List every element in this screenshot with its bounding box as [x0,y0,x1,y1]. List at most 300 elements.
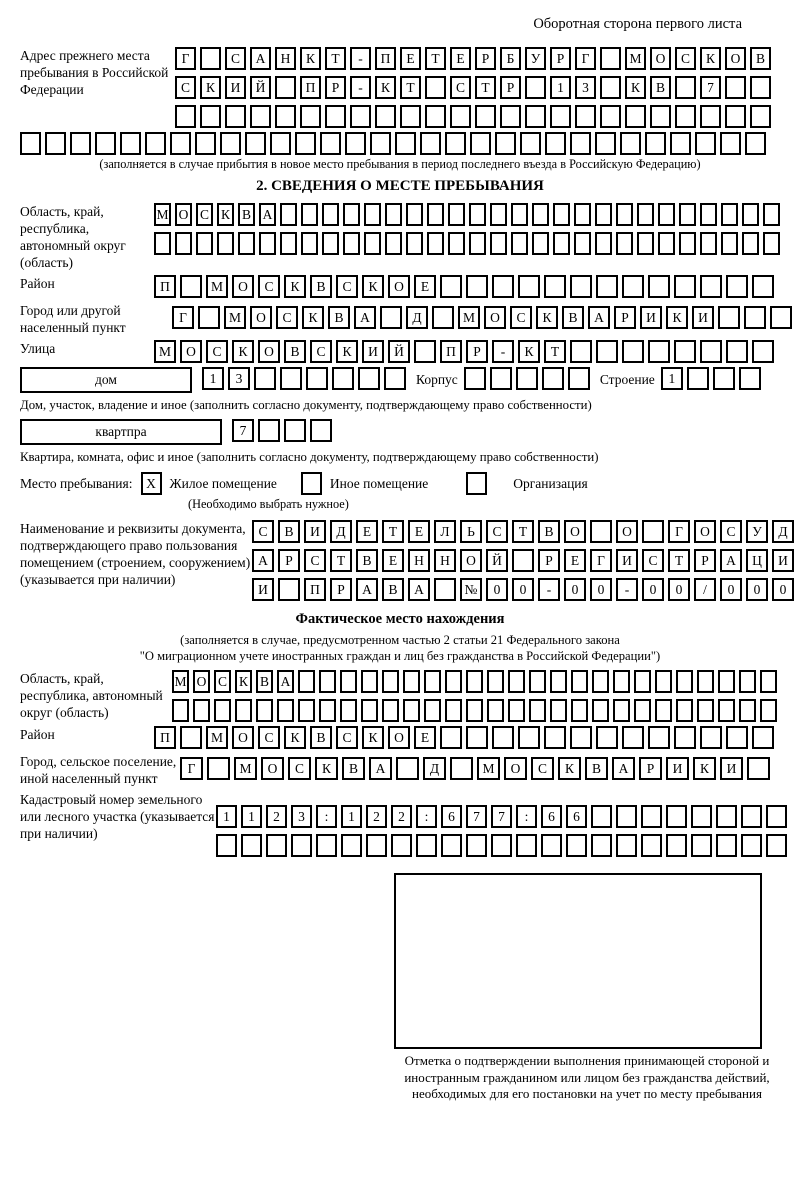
char-box[interactable]: Ц [746,549,768,572]
char-box[interactable] [200,105,221,128]
char-box[interactable]: Г [180,757,203,780]
char-box[interactable] [687,367,709,390]
char-box[interactable]: И [720,757,743,780]
char-box[interactable] [193,699,210,722]
char-box[interactable] [403,699,420,722]
stroenie-row[interactable] [661,367,765,390]
char-box[interactable] [425,76,446,99]
char-box[interactable] [674,726,696,749]
char-box[interactable] [424,699,441,722]
char-box[interactable]: 3 [228,367,250,390]
char-box[interactable] [508,670,525,693]
char-box[interactable]: 3 [575,76,596,99]
char-box[interactable] [695,132,716,155]
char-box[interactable] [391,834,412,857]
korpus-row[interactable] [464,367,594,390]
char-box[interactable]: В [538,520,560,543]
region-row2[interactable] [154,232,784,255]
char-box[interactable]: 0 [772,578,794,601]
char-box[interactable]: Г [172,306,194,329]
char-box[interactable] [511,203,528,226]
char-box[interactable] [691,805,712,828]
char-box[interactable]: И [304,520,326,543]
char-box[interactable]: К [625,76,646,99]
char-box[interactable] [700,232,717,255]
char-box[interactable] [752,726,774,749]
char-box[interactable] [280,232,297,255]
char-box[interactable] [750,105,771,128]
char-box[interactable]: Й [388,340,410,363]
char-box[interactable]: А [354,306,376,329]
char-box[interactable]: А [408,578,430,601]
char-box[interactable] [520,132,541,155]
char-box[interactable]: 1 [241,805,262,828]
char-box[interactable] [747,757,770,780]
char-box[interactable] [196,232,213,255]
char-box[interactable] [310,419,332,442]
district-row[interactable] [154,275,778,298]
char-box[interactable]: - [538,578,560,601]
char-box[interactable] [766,805,787,828]
char-box[interactable]: Д [423,757,446,780]
char-box[interactable] [570,340,592,363]
char-box[interactable] [278,578,300,601]
char-box[interactable]: Е [408,520,430,543]
char-box[interactable]: Е [414,726,436,749]
char-box[interactable]: К [362,275,384,298]
char-box[interactable]: О [650,47,671,70]
char-box[interactable]: Т [512,520,534,543]
char-box[interactable] [450,105,471,128]
char-box[interactable] [600,105,621,128]
char-box[interactable]: Й [250,76,271,99]
char-box[interactable]: Р [538,549,560,572]
char-box[interactable] [475,105,496,128]
char-box[interactable] [254,367,276,390]
char-box[interactable] [266,834,287,857]
char-box[interactable] [675,76,696,99]
char-box[interactable] [298,699,315,722]
char-box[interactable]: О [250,306,272,329]
char-box[interactable] [345,132,366,155]
char-box[interactable]: Н [408,549,430,572]
char-box[interactable] [385,232,402,255]
char-box[interactable]: Р [278,549,300,572]
char-box[interactable] [322,232,339,255]
char-box[interactable]: М [206,726,228,749]
char-box[interactable] [713,367,735,390]
char-box[interactable] [716,805,737,828]
char-box[interactable] [574,232,591,255]
char-box[interactable] [516,367,538,390]
char-box[interactable]: Т [425,47,446,70]
char-box[interactable] [340,670,357,693]
char-box[interactable] [217,232,234,255]
char-box[interactable]: И [225,76,246,99]
char-box[interactable]: Р [694,549,716,572]
char-box[interactable] [721,232,738,255]
char-box[interactable] [655,699,672,722]
char-box[interactable]: 7 [700,76,721,99]
char-box[interactable] [466,726,488,749]
char-box[interactable] [414,340,436,363]
char-box[interactable] [70,132,91,155]
char-box[interactable] [245,132,266,155]
char-box[interactable]: С [720,520,742,543]
char-box[interactable]: 0 [720,578,742,601]
char-box[interactable]: Е [382,549,404,572]
char-box[interactable]: 2 [366,805,387,828]
char-box[interactable] [600,76,621,99]
char-box[interactable] [625,105,646,128]
char-box[interactable] [440,726,462,749]
char-box[interactable] [301,232,318,255]
char-box[interactable] [655,670,672,693]
char-box[interactable] [259,232,276,255]
char-box[interactable]: 1 [661,367,683,390]
char-box[interactable] [380,306,402,329]
char-box[interactable]: К [558,757,581,780]
char-box[interactable] [670,132,691,155]
char-box[interactable] [718,670,735,693]
char-box[interactable]: С [288,757,311,780]
char-box[interactable] [658,232,675,255]
char-box[interactable]: В [256,670,273,693]
char-box[interactable]: В [382,578,404,601]
char-box[interactable] [720,132,741,155]
char-box[interactable]: Т [330,549,352,572]
char-box[interactable] [679,203,696,226]
actual-district-row[interactable] [154,726,778,749]
char-box[interactable] [770,306,792,329]
char-box[interactable] [725,105,746,128]
char-box[interactable] [544,726,566,749]
char-box[interactable]: Т [325,47,346,70]
char-box[interactable] [298,670,315,693]
char-box[interactable]: В [328,306,350,329]
actual-region-row2[interactable] [172,699,781,722]
document-row1[interactable] [252,520,798,543]
char-box[interactable] [424,670,441,693]
char-box[interactable] [595,132,616,155]
char-box[interactable] [490,203,507,226]
street-row[interactable] [154,340,778,363]
char-box[interactable]: - [350,76,371,99]
char-box[interactable] [518,726,540,749]
char-box[interactable]: К [700,47,721,70]
char-box[interactable] [432,306,454,329]
char-box[interactable] [216,834,237,857]
char-box[interactable] [508,699,525,722]
char-box[interactable] [691,834,712,857]
char-box[interactable] [175,232,192,255]
char-box[interactable] [319,670,336,693]
char-box[interactable] [175,105,196,128]
char-box[interactable]: К [300,47,321,70]
char-box[interactable] [525,76,546,99]
char-box[interactable]: О [193,670,210,693]
char-box[interactable] [697,670,714,693]
char-box[interactable] [725,76,746,99]
char-box[interactable] [464,367,486,390]
char-box[interactable]: О [725,47,746,70]
char-box[interactable] [95,132,116,155]
char-box[interactable]: О [504,757,527,780]
char-box[interactable] [420,132,441,155]
char-box[interactable] [366,834,387,857]
char-box[interactable]: С [510,306,532,329]
region-row1[interactable] [154,203,784,226]
char-box[interactable] [726,275,748,298]
char-box[interactable] [280,367,302,390]
char-box[interactable] [616,834,637,857]
char-box[interactable] [613,670,630,693]
char-box[interactable]: Р [500,76,521,99]
char-box[interactable]: А [369,757,392,780]
char-box[interactable]: С [310,340,332,363]
char-box[interactable] [241,834,262,857]
char-box[interactable] [445,699,462,722]
char-box[interactable]: Р [639,757,662,780]
char-box[interactable] [220,132,241,155]
char-box[interactable] [744,306,766,329]
char-box[interactable] [364,232,381,255]
char-box[interactable]: С [675,47,696,70]
char-box[interactable] [291,834,312,857]
char-box[interactable]: Г [668,520,690,543]
char-box[interactable] [613,699,630,722]
char-box[interactable]: К [302,306,324,329]
char-box[interactable] [674,340,696,363]
char-box[interactable] [570,275,592,298]
char-box[interactable] [487,670,504,693]
char-box[interactable] [553,203,570,226]
char-box[interactable]: К [336,340,358,363]
char-box[interactable] [679,232,696,255]
char-box[interactable] [700,105,721,128]
char-box[interactable] [490,367,512,390]
char-box[interactable] [500,105,521,128]
char-box[interactable] [742,232,759,255]
char-box[interactable] [445,670,462,693]
char-box[interactable] [650,105,671,128]
char-box[interactable]: М [458,306,480,329]
char-box[interactable] [277,699,294,722]
char-box[interactable] [340,699,357,722]
char-box[interactable] [466,834,487,857]
char-box[interactable]: С [336,726,358,749]
char-box[interactable]: В [284,340,306,363]
char-box[interactable]: Ь [460,520,482,543]
char-box[interactable] [595,232,612,255]
char-box[interactable] [469,203,486,226]
char-box[interactable] [270,132,291,155]
char-box[interactable] [440,275,462,298]
char-box[interactable] [490,232,507,255]
char-box[interactable] [550,670,567,693]
char-box[interactable]: С [486,520,508,543]
char-box[interactable] [616,805,637,828]
char-box[interactable] [622,275,644,298]
char-box[interactable]: 1 [341,805,362,828]
char-box[interactable]: М [625,47,646,70]
document-row3[interactable] [252,578,798,601]
char-box[interactable]: И [616,549,638,572]
char-box[interactable] [760,670,777,693]
char-box[interactable]: Г [175,47,196,70]
char-box[interactable] [358,367,380,390]
char-box[interactable] [384,367,406,390]
char-box[interactable]: Е [400,47,421,70]
char-box[interactable] [620,132,641,155]
char-box[interactable]: Е [414,275,436,298]
char-box[interactable]: Р [466,340,488,363]
char-box[interactable] [676,670,693,693]
char-box[interactable]: Р [325,76,346,99]
char-box[interactable] [396,757,419,780]
char-box[interactable]: Н [434,549,456,572]
char-box[interactable]: 2 [391,805,412,828]
char-box[interactable] [375,105,396,128]
char-box[interactable]: Д [330,520,352,543]
checkbox-residential[interactable]: X [141,472,162,495]
prev-address-row1[interactable] [175,47,775,70]
char-box[interactable] [634,699,651,722]
char-box[interactable] [492,275,514,298]
char-box[interactable]: М [477,757,500,780]
char-box[interactable]: П [440,340,462,363]
char-box[interactable]: С [531,757,554,780]
char-box[interactable]: / [694,578,716,601]
char-box[interactable] [571,699,588,722]
char-box[interactable]: № [460,578,482,601]
char-box[interactable] [343,203,360,226]
char-box[interactable]: С [258,275,280,298]
char-box[interactable] [180,726,202,749]
char-box[interactable]: М [234,757,257,780]
char-box[interactable] [382,699,399,722]
char-box[interactable] [470,132,491,155]
char-box[interactable] [195,132,216,155]
char-box[interactable]: А [720,549,742,572]
char-box[interactable] [591,834,612,857]
char-box[interactable]: В [278,520,300,543]
char-box[interactable] [466,699,483,722]
char-box[interactable]: 0 [642,578,664,601]
char-box[interactable]: О [564,520,586,543]
char-box[interactable]: О [261,757,284,780]
char-box[interactable] [739,670,756,693]
char-box[interactable] [170,132,191,155]
char-box[interactable] [529,670,546,693]
prev-address-row4[interactable] [20,132,780,155]
char-box[interactable] [741,834,762,857]
char-box[interactable] [700,275,722,298]
char-box[interactable]: И [666,757,689,780]
char-box[interactable] [325,105,346,128]
char-box[interactable]: 0 [590,578,612,601]
char-box[interactable] [637,203,654,226]
char-box[interactable]: И [252,578,274,601]
char-box[interactable] [648,275,670,298]
char-box[interactable]: О [460,549,482,572]
char-box[interactable] [541,834,562,857]
char-box[interactable] [596,726,618,749]
char-box[interactable] [361,699,378,722]
char-box[interactable]: В [342,757,365,780]
char-box[interactable] [300,105,321,128]
char-box[interactable] [697,699,714,722]
char-box[interactable] [518,275,540,298]
char-box[interactable]: К [232,340,254,363]
char-box[interactable]: К [200,76,221,99]
actual-region-row1[interactable] [172,670,781,693]
char-box[interactable] [448,203,465,226]
char-box[interactable] [592,670,609,693]
char-box[interactable]: К [362,726,384,749]
char-box[interactable] [568,367,590,390]
char-box[interactable] [434,578,456,601]
char-box[interactable] [642,520,664,543]
char-box[interactable] [726,726,748,749]
char-box[interactable] [258,419,280,442]
char-box[interactable] [616,232,633,255]
char-box[interactable]: М [206,275,228,298]
char-box[interactable] [235,699,252,722]
char-box[interactable]: И [772,549,794,572]
char-box[interactable] [322,203,339,226]
char-box[interactable] [492,726,514,749]
char-box[interactable]: И [362,340,384,363]
char-box[interactable] [676,699,693,722]
char-box[interactable]: В [562,306,584,329]
char-box[interactable]: Д [772,520,794,543]
char-box[interactable] [20,132,41,155]
checkbox-organization[interactable] [466,472,487,495]
char-box[interactable] [575,105,596,128]
char-box[interactable] [256,699,273,722]
char-box[interactable] [154,232,171,255]
char-box[interactable]: О [232,726,254,749]
char-box[interactable]: 0 [746,578,768,601]
char-box[interactable]: В [750,47,771,70]
char-box[interactable]: О [232,275,254,298]
char-box[interactable] [658,203,675,226]
char-box[interactable] [542,367,564,390]
char-box[interactable]: О [258,340,280,363]
char-box[interactable]: С [225,47,246,70]
char-box[interactable]: Е [356,520,378,543]
apartment-number-row[interactable] [232,419,336,442]
char-box[interactable] [250,105,271,128]
document-row2[interactable] [252,549,798,572]
char-box[interactable] [616,203,633,226]
char-box[interactable]: К [284,726,306,749]
char-box[interactable]: Л [434,520,456,543]
char-box[interactable]: А [277,670,294,693]
char-box[interactable]: - [616,578,638,601]
char-box[interactable] [553,232,570,255]
char-box[interactable] [750,76,771,99]
char-box[interactable]: 2 [266,805,287,828]
char-box[interactable]: К [315,757,338,780]
char-box[interactable] [716,834,737,857]
char-box[interactable] [550,105,571,128]
char-box[interactable] [622,726,644,749]
char-box[interactable]: С [252,520,274,543]
char-box[interactable]: О [484,306,506,329]
char-box[interactable]: И [640,306,662,329]
